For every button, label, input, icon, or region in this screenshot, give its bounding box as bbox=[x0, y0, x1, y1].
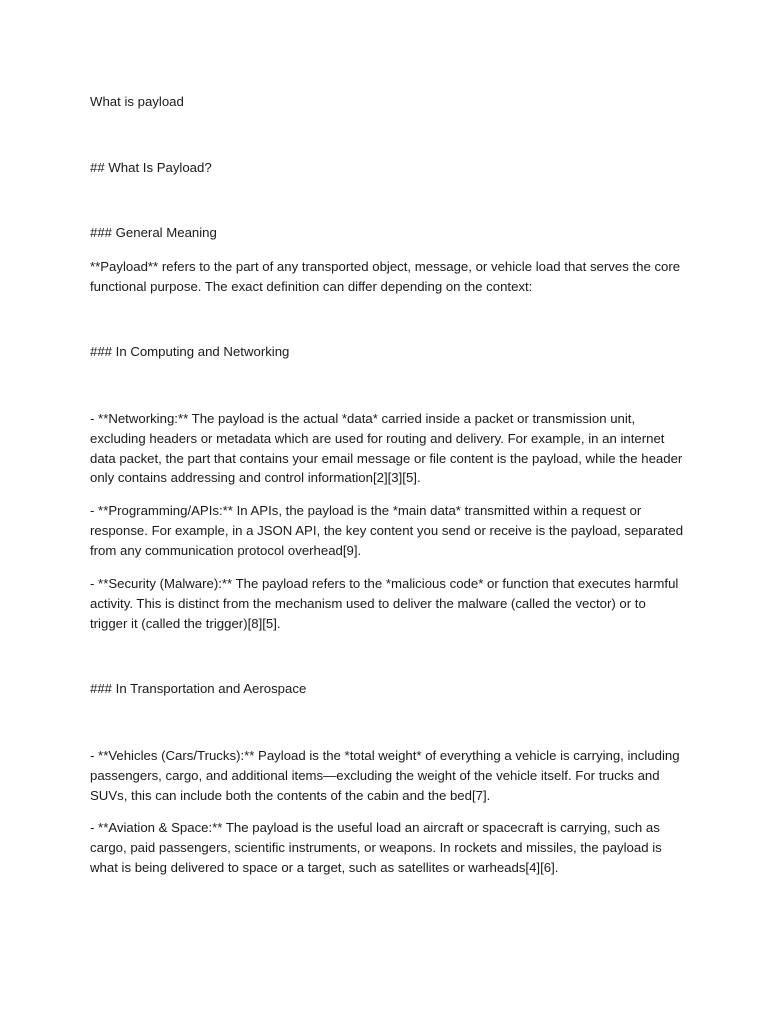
paragraph-general-meaning: **Payload** refers to the part of any transported object, message, or vehicle load that serves the core functional purpose. The exact definition can differ depending on the context: bbox=[90, 259, 681, 294]
paragraph-programming-apis: - **Programming/APIs:** In APIs, the payload is the *main data* transmitted within a request or response. For example, in a JSON API, the key content you send or receive is the payload, separated from any communication protocol overhead[9]. bbox=[90, 503, 684, 558]
heading-general-meaning: ### General Meaning bbox=[90, 225, 217, 240]
document-title: What is payload bbox=[90, 94, 184, 109]
heading-transportation-aerospace: ### In Transportation and Aerospace bbox=[90, 681, 307, 696]
heading-computing-networking: ### In Computing and Networking bbox=[90, 344, 290, 359]
paragraph-aviation-space: - **Aviation & Space:** The payload is the useful load an aircraft or spacecraft is carrying, such as cargo, paid passengers, scientific instruments, or weapons. In rockets and missiles, the payload is what is being delivered to space or a target, such as satellites or warheads[4][6]. bbox=[90, 820, 662, 875]
paragraph-vehicles: - **Vehicles (Cars/Trucks):** Payload is the *total weight* of everything a vehicle is carrying, including passengers, cargo, and additional items—excluding the weight of the vehicle itself. For trucks and SUVs, this can include both the contents of the cabin and the bed[7]. bbox=[90, 748, 680, 803]
heading-what-is-payload: ## What Is Payload? bbox=[90, 160, 212, 175]
paragraph-networking: - **Networking:** The payload is the actual *data* carried inside a packet or transmission unit, excluding headers or metadata which are used for routing and delivery. For example, in an internet data packet, the part that contains your email message or file content is the payload, while the header only contains addressing and control information[2][3][5]. bbox=[90, 411, 683, 486]
paragraph-security-malware: - **Security (Malware):** The payload refers to the *malicious code* or function that executes harmful activity. This is distinct from the mechanism used to deliver the malware (called the vector) or to trigger it (called the trigger)[8][5]. bbox=[90, 576, 679, 631]
